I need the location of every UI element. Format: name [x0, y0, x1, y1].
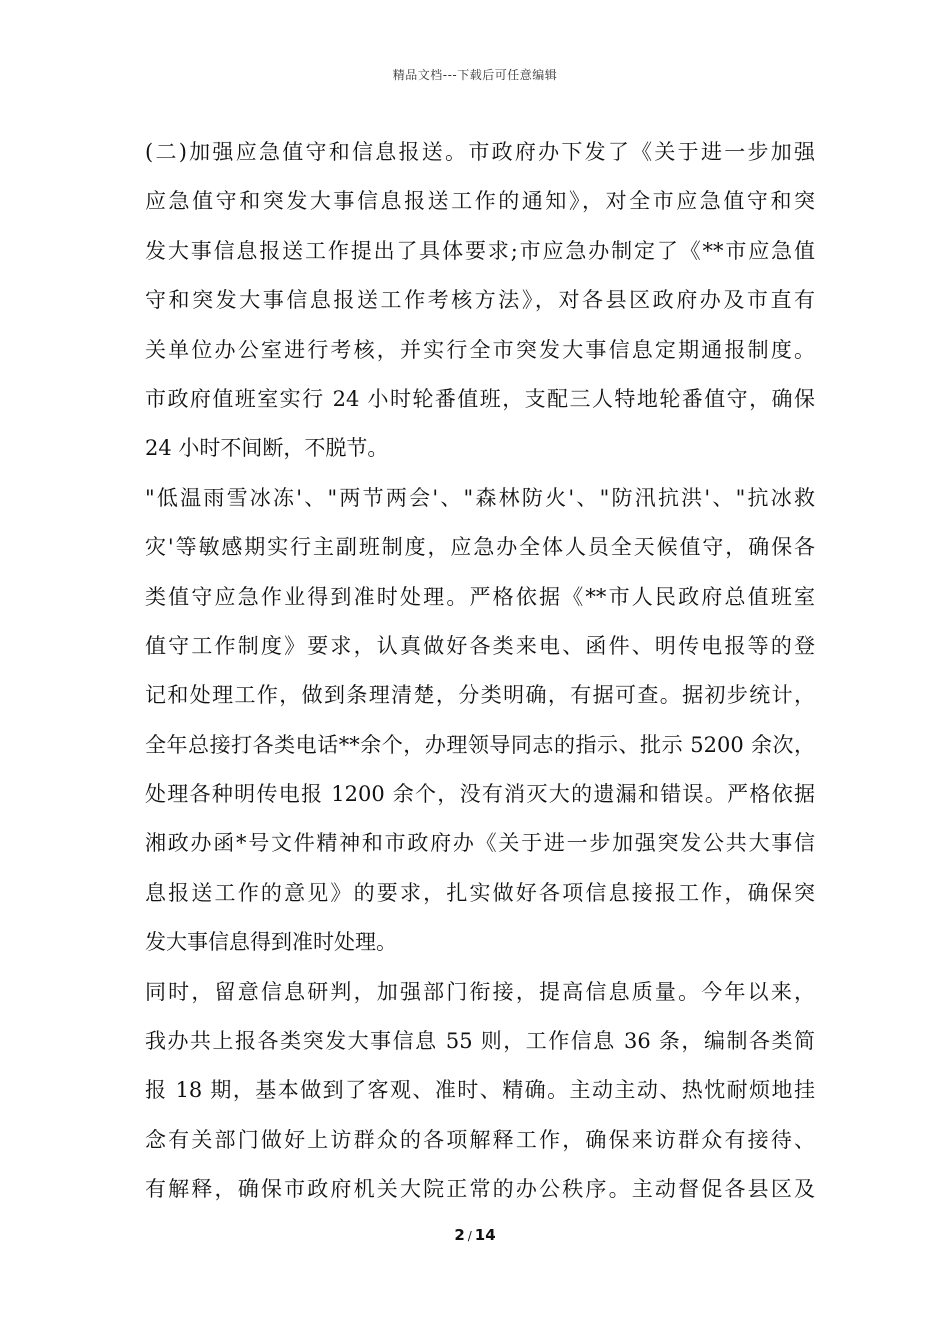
- text-line: 发大事信息得到准时处理。: [145, 930, 397, 955]
- text-line: 同时，留意信息研判，加强部门衔接，提高信息质量。今年以来，: [145, 979, 815, 1004]
- text-line: 24 小时不间断，不脱节。: [145, 436, 389, 461]
- total-pages: 14: [474, 1226, 496, 1244]
- paragraph-2: [145, 474, 815, 968]
- text-line: 念有关部门做好上访群众的各项解释工作，确保来访群众有接待、: [145, 1127, 815, 1152]
- text-line: 息报送工作的意见》的要求，扎实做好各项信息接报工作，确保突: [145, 880, 815, 905]
- text-line: 有解释，确保市政府机关大院正常的办公秩序。主动督促各县区及: [145, 1177, 815, 1202]
- text-line: 记和处理工作，做到条理清楚，分类明确，有据可查。据初步统计，: [145, 683, 815, 708]
- current-page: 2: [454, 1226, 465, 1244]
- page-separator: /: [467, 1229, 472, 1243]
- page-header: 精品文档---下载后可任意编辑: [392, 68, 558, 82]
- text-line: 值守工作制度》要求，认真做好各类来电、函件、明传电报等的登: [145, 633, 815, 658]
- text-line: 守和突发大事信息报送工作考核方法》，对各县区政府办及市直有: [145, 288, 815, 313]
- text-line: 灾'等敏感期实行主副班制度，应急办全体人员全天候值守，确保各: [145, 535, 815, 560]
- text-line: 我办共上报各类突发大事信息 55 则，工作信息 36 条，编制各类简: [145, 1029, 815, 1054]
- text-line: 关单位办公室进行考核，并实行全市突发大事信息定期通报制度。: [145, 337, 815, 362]
- text-line: 应急值守和突发大事信息报送工作的通知》，对全市应急值守和突: [145, 189, 815, 214]
- text-line: 全年总接打各类电话**余个，办理领导同志的指示、批示 5200 余次，: [145, 732, 815, 757]
- text-line: 市政府值班室实行 24 小时轮番值班，支配三人特地轮番值守，确保: [145, 386, 815, 411]
- document-body: [145, 128, 815, 1215]
- paragraph-3: [145, 968, 815, 1215]
- text-line: (二)加强应急值守和信息报送。市政府办下发了《关于进一步加强: [145, 140, 815, 164]
- page-number: [0, 1226, 950, 1244]
- text-line: 湘政办函*号文件精神和市政府办《关于进一步加强突发公共大事信: [145, 831, 815, 856]
- paragraph-1: [145, 128, 815, 474]
- text-line: 发大事信息报送工作提出了具体要求;市应急办制定了《**市应急值: [145, 238, 815, 263]
- text-line: 处理各种明传电报 1200 余个，没有消灭大的遗漏和错误。严格依据: [145, 782, 815, 807]
- text-line: 报 18 期，基本做到了客观、准时、精确。主动主动、热忱耐烦地挂: [145, 1078, 815, 1103]
- text-line: 类值守应急作业得到准时处理。严格依据《**市人民政府总值班室: [145, 584, 815, 609]
- text-line: "低温雨雪冰冻'、"两节两会'、"森林防火'、"防汛抗洪'、"抗冰救: [145, 485, 815, 510]
